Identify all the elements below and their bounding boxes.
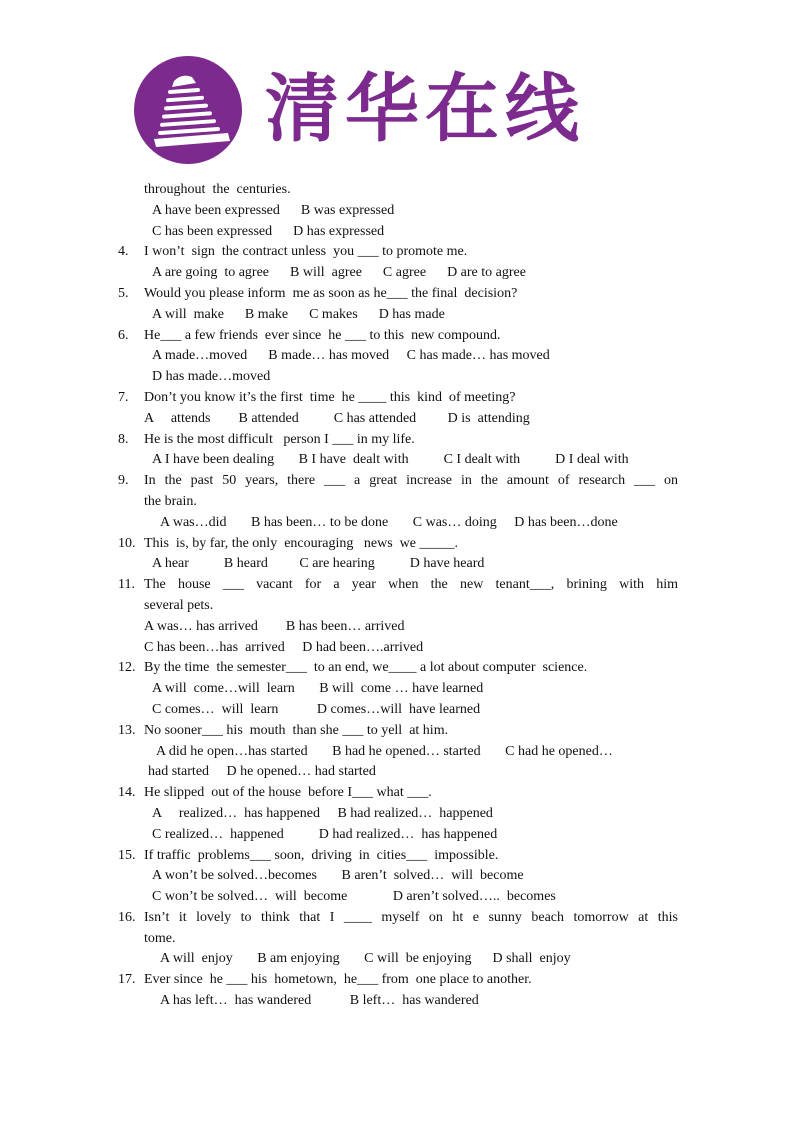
question-number [118, 679, 152, 700]
question-number [118, 991, 160, 1012]
line-text: The house ___ vacant for a year when the new tenant___, brining with him [144, 577, 678, 593]
line-text: He___ a few friends ever since he ___ to this new compound. [144, 327, 501, 343]
line-text: A attends B attended C has attended D is attending [144, 410, 530, 426]
option-line [118, 700, 678, 721]
line-text: A hear B heard C are hearing D have heard [152, 556, 485, 572]
line-text: He is the most difficult person I ___ in my life. [144, 431, 415, 447]
question-line [118, 471, 678, 492]
line-text: C has been…has arrived D had been….arrived [144, 639, 424, 655]
line-text: A will make B make C makes D has made [152, 306, 445, 322]
question-line [118, 534, 678, 555]
option-line [118, 825, 678, 846]
question-number [118, 617, 144, 638]
question-number [118, 804, 152, 825]
question-number [118, 450, 152, 471]
question-line [118, 846, 678, 867]
question-number [118, 409, 144, 430]
question-line [118, 658, 678, 679]
question-number: 7. [118, 389, 129, 405]
question-number: 11. [118, 577, 135, 593]
question-line [118, 908, 678, 929]
line-text: Would you please inform me as soon as he___ the final decision? [144, 285, 518, 301]
question-number [118, 638, 144, 659]
question-number: 4. [118, 244, 129, 260]
line-text: C realized… happened D had realized… has happened [152, 826, 498, 842]
question-number: 13. [118, 722, 136, 738]
question-line [118, 326, 678, 347]
option-line [118, 180, 678, 201]
line-text: He slipped out of the house before I___ what ___. [144, 785, 432, 801]
line-text: A has left… has wandered B left… has wandered [160, 993, 479, 1009]
question-number: 16. [118, 909, 136, 925]
question-number: 5. [118, 285, 129, 301]
line-text: Don’t you know it’s the first time he ____ this kind of meeting? [144, 389, 516, 405]
option-line [118, 887, 678, 908]
line-text: A was… has arrived B has been… arrived [144, 618, 405, 634]
line-text: A was…did B has been… to be done C was… doing D has been…done [160, 514, 618, 530]
option-line [118, 638, 678, 659]
question-number: 14. [118, 785, 136, 801]
option-line [118, 513, 678, 534]
line-text: A are going to agree B will agree C agree D are to agree [152, 265, 526, 281]
line-text: C has been expressed D has expressed [152, 223, 385, 239]
line-text: D has made…moved [152, 369, 271, 385]
option-line [118, 596, 678, 617]
question-number [118, 554, 152, 575]
question-line [118, 783, 678, 804]
question-number [118, 825, 152, 846]
question-number [118, 305, 152, 326]
line-text: By the time the semester___ to an end, we____ a lot about computer science. [144, 660, 588, 676]
question-number: 17. [118, 972, 136, 988]
line-text: In the past 50 years, there ___ a great increase in the amount of research ___ on [144, 473, 678, 489]
option-line [118, 450, 678, 471]
option-line [118, 201, 678, 222]
option-line [118, 222, 678, 243]
logo [130, 55, 610, 165]
question-number [118, 929, 144, 950]
option-line [118, 263, 678, 284]
question-line [118, 388, 678, 409]
option-line [118, 679, 678, 700]
option-line [118, 949, 678, 970]
option-line [118, 991, 678, 1012]
line-text: A won’t be solved…becomes B aren’t solved… will become [152, 868, 524, 884]
line-text: A have been expressed B was expressed [152, 202, 395, 218]
question-number [118, 866, 152, 887]
line-text: If traffic problems___ soon, driving in cities___ impossible. [144, 847, 499, 863]
option-line [118, 804, 678, 825]
line-text: Ever since he ___ his hometown, he___ from one place to another. [144, 972, 532, 988]
line-text: This is, by far, the only encouraging news we _____. [144, 535, 458, 551]
question-line [118, 284, 678, 305]
option-line [118, 617, 678, 638]
question-number [118, 201, 152, 222]
question-number: 9. [118, 473, 129, 489]
line-text: A I have been dealing B I have dealt with C I dealt with D I deal with [152, 452, 629, 468]
line-text: throughout the centuries. [144, 182, 291, 197]
line-text: the brain. [144, 493, 197, 509]
question-number [118, 513, 160, 534]
line-text: No sooner___ his mouth than she ___ to yell at him. [144, 722, 449, 738]
question-number: 8. [118, 431, 129, 447]
line-text: A did he open…has started B had he opened… started C had he opened… [156, 743, 613, 759]
question-number: 15. [118, 847, 136, 863]
question-number [118, 180, 144, 201]
question-number [118, 492, 144, 513]
line-text: C won’t be solved… will become D aren’t solved….. becomes [152, 889, 556, 905]
question-number: 12. [118, 660, 136, 676]
option-line [118, 866, 678, 887]
question-number [118, 742, 156, 763]
line-text: tome. [144, 930, 176, 946]
option-line [118, 409, 678, 430]
question-number [118, 949, 160, 970]
option-line [118, 346, 678, 367]
option-line [118, 305, 678, 326]
option-line [118, 554, 678, 575]
question-number [118, 762, 148, 783]
option-line [118, 492, 678, 513]
option-line [118, 762, 678, 783]
question-number [118, 367, 152, 388]
question-number: 10. [118, 535, 136, 551]
exercise-content [118, 180, 678, 1012]
option-line [118, 742, 678, 763]
question-line [118, 430, 678, 451]
line-text: several pets. [144, 597, 214, 613]
question-number [118, 596, 144, 617]
line-text: A will enjoy B am enjoying C will be enjoying D shall enjoy [160, 951, 571, 967]
logo-text: 清华在线 [265, 66, 585, 152]
line-text: had started D he opened… had started [148, 764, 376, 780]
line-text: I won’t sign the contract unless you ___ to promote me. [144, 244, 468, 260]
question-line [118, 721, 678, 742]
line-text: A made…moved B made… has moved C has made… has moved [152, 348, 550, 364]
line-text: A will come…will learn B will come … have learned [152, 681, 484, 697]
question-line [118, 575, 678, 596]
question-line [118, 242, 678, 263]
line-text: A realized… has happened B had realized… happened [152, 805, 493, 821]
option-line [118, 367, 678, 388]
question-number [118, 263, 152, 284]
question-number: 6. [118, 327, 129, 343]
line-text: Isn’t it lovely to think that I ____ myself on ht e sunny beach tomorrow at this [144, 909, 678, 925]
question-number [118, 222, 152, 243]
question-line [118, 970, 678, 991]
question-number [118, 346, 152, 367]
question-number [118, 887, 152, 908]
line-text: C comes… will learn D comes…will have learned [152, 701, 481, 717]
option-line [118, 929, 678, 950]
question-number [118, 700, 152, 721]
bell-logo-icon [130, 55, 246, 165]
